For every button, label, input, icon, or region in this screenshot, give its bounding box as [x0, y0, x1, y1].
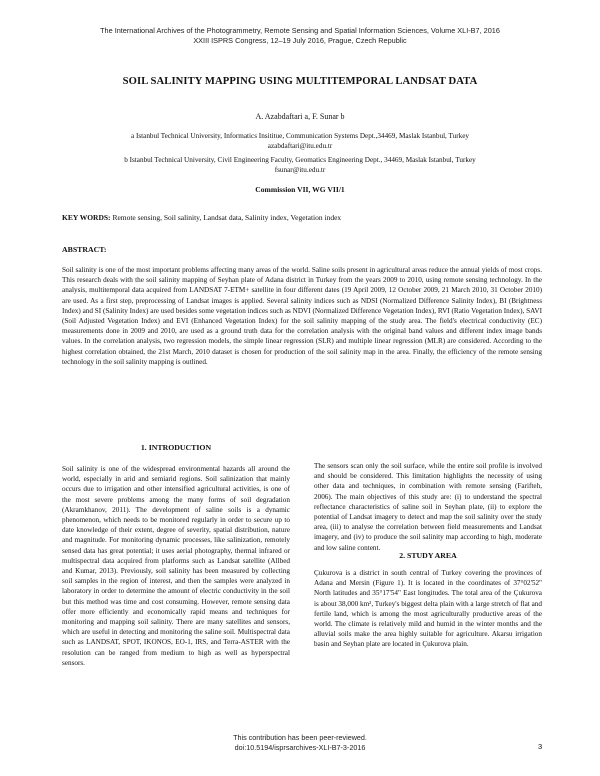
running-header	[40, 26, 560, 46]
abstract-heading: ABSTRACT:	[62, 245, 107, 254]
introduction-continued-text: The sensors scan only the soil surface, while the entire soil profile is involved and should be considered. This limitation highlights the necessity of using other data and techniques, in combination with remote sensing (Farifteh, 2006). The main objectives of this study are: (i) to understand the spectral reflectance characteristics of saline soil in Seyhan plate, (ii) to explore the potential of Landsat imagery to detect and map the soil salinity over the study area, (iii) to analyse the correlation between field measurements and Landsat imagery, and (iv) to produce the soil salinity map according to high, moderate and low saline content.	[314, 462, 542, 552]
abstract-text: Soil salinity is one of the most important problems affecting many areas of the world. Saline soils present in agricultural areas reduce the annual yields of most crops. This research deals with the soil salinity mapping of Seyhan plate of Adana district in Turkey from the years 2009 to 2010, using remote sensing technology. In the analysis, multitemporal data acquired from LANDSAT 7-ETM+ satellite in four different dates (19 April 2009, 12 October 2009, 21 March 2010, 31 October 2010) are used. As a first step, preprocessing of Landsat images is applied. Several salinity indices such as NDSI (Normalized Difference Salinity Index), BI (Brightness Index) and SI (Salinity Index) are used besides some vegetation indices such as NDVI (Normalized Difference Vegetation Index), RVI (Ratio Vegetation Index), SAVI (Soil Adjusted Vegetation Index) and EVI (Enhanced Vegetation Index) for the soil salinity mapping of the study area. The field's electrical conductivity (EC) measurements done in 2009 and 2010, are used as a ground truth data for the correlation analysis with the original band values and different index image bands values. In the correlation analysis, two regression models, the simple linear regression (SLR) and multiple linear regression (MLR) are considered. According to the highest correlation obtained, the 21st March, 2010 dataset is chosen for production of the soil salinity map in the area. Finally, the efficiency of the remote sensing technology in the soil salinity mapping is outlined.	[62, 266, 542, 366]
paper-title: SOIL SALINITY MAPPING USING MULTITEMPORAL LANDSAT DATA	[122, 76, 478, 87]
affiliation-2	[40, 155, 560, 175]
study-area-heading: 2. STUDY AREA	[399, 551, 457, 560]
keywords	[62, 213, 542, 222]
affiliation-2-text: b Istanbul Technical University, Civil Engineering Faculty, Geomatics Engineering Dept., 34469, Maslak Istanbul, Turkey	[124, 156, 476, 164]
affiliation-1-text: a Istanbul Technical University, Informatics Insititue, Communication Systems Dept.,34469, Maslak Istanbul, Turkey	[130, 132, 470, 140]
footer	[40, 733, 560, 753]
introduction-heading: 1. INTRODUCTION	[140, 443, 212, 452]
affiliation-1-email: azabdaftari@itu.edu.tr	[267, 142, 333, 150]
footer-review-note: This contribution has been peer-reviewed.	[233, 733, 367, 742]
keywords-text: Remote sensing, Soil salinity, Landsat data, Salinity index, Vegetation index	[112, 213, 342, 222]
affiliation-1	[40, 131, 560, 151]
commission: Commission VII, WG VII/1	[255, 185, 345, 194]
page-number: 3	[538, 742, 543, 751]
keywords-label: KEY WORDS:	[62, 213, 111, 222]
affiliation-2-email: fsunar@itu.edu.tr	[274, 166, 326, 174]
introduction-text: Soil salinity is one of the widespread environmental hazards all around the world, especially in arid and semiarid regions. Soil salinization that mainly occurs due to irrigation and other intensified agricultural activities, is one of the most severe problems among the many forms of soil degradation (Akramkhanov, 2011). The development of saline soils is a dynamic phenomenon, which needs to be monitored regularly in order to secure up to date knowledge of their extent, degree of severity, spatial distribution, nature and magnitude. For monitoring dynamic processes, like salinization, remotely sensed data has great potential; it uses aerial photography, thermal infrared or multispectral data acquired from platforms such as Landsat satellite (Allbed and Kumar, 2013). Previously, soil salinity has been measured by collecting soil samples in the region of interest, and then the samples were analyzed in laboratory in order to determine the amount of electric conductivity in the soil but this method was time and cost consuming. However, remote sensing data offer more efficiently and economically rapid means and techniques for monitoring and mapping soil salinity. There are many satellites and sensors, which are useful in detecting and monitoring the saline soil. Multispectral data such as LANDSAT, SPOT, IKONOS, EO-1, IRS, and Terra-ASTER with the resolution can be ranged from medium to high as well as hyperspectral sensors.	[62, 465, 290, 667]
study-area-text: Çukurova is a district in south central of Turkey covering the provinces of Adana and Mersin (Figure 1). It is located in the coordinates of 37°02'52" North latitudes and 35°17'54" East longitudes. The total area of the Çukurova is about 38,000 km², Turkey's biggest delta plain with a large stretch of flat and fertile land, which is among the most agriculturally productive areas of the world. The climate is relatively mild and humid in the winter months and the alluvial soils make the area highly suitable for agriculture. Akarsu irrigation basin and Seyhan plate are located in Çukurova plain.	[314, 569, 542, 649]
footer-doi: doi:10.5194/isprsarchives-XLI-B7-3-2016	[234, 743, 366, 752]
header-journal-line: The International Archives of the Photogrammetry, Remote Sensing and Spatial Information Sciences, Volume XLI-B7, 2016	[100, 26, 500, 35]
header-congress-line: XXIII ISPRS Congress, 12–19 July 2016, Prague, Czech Republic	[193, 36, 407, 45]
authors: A. Azabdaftari a, F. Sunar b	[255, 112, 345, 121]
